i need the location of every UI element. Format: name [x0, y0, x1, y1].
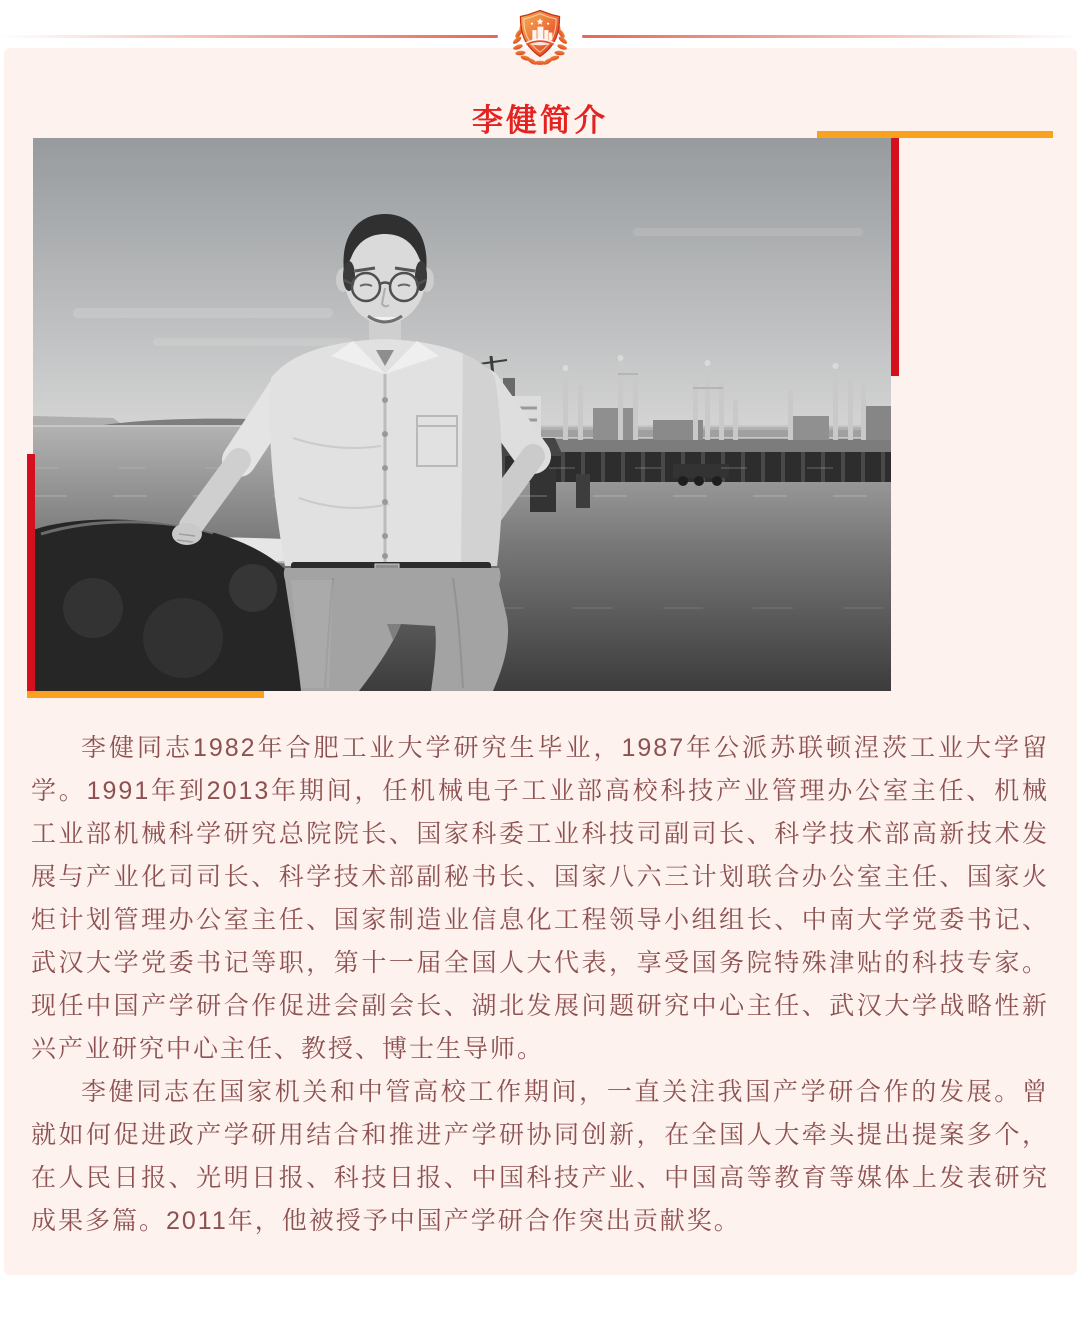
shield-laurel-badge-icon: [506, 5, 574, 67]
header-badge: [506, 5, 574, 67]
accent-bar-red-left: [27, 454, 35, 692]
biography-paragraph: 李健同志在国家机关和中管高校工作期间，一直关注我国产学研合作的发展。曾就如何促进政产学研用结合和推进产学研协同创新，在全国人大牵头提出提案多个，在人民日报、光明日报、科技日报、中国科技产业、中国高等教育等媒体上发表研究成果多篇。2011年，他被授予中国产学研合作突出贡献奖。: [31, 1078, 1049, 1235]
biography-article: [31, 727, 1049, 1243]
header-divider-left: [0, 35, 498, 38]
accent-bar-orange-top: [817, 131, 1053, 138]
portrait-photo: [33, 138, 891, 691]
page-title: 李健简介: [472, 102, 608, 138]
biography-paragraph: 李健同志1982年合肥工业大学研究生毕业，1987年公派苏联顿涅茨工业大学留学。1991年到2013年期间，任机械电子工业部高校科技产业管理办公室主任、机械工业部机械科学研究总院院长、国家科委工业科技司副司长、科学技术部高新技术发展与产业化司司长、科学技术部副秘书长、国家八六三计划联合办公室主任、国家火炬计划管理办公室主任、国家制造业信息化工程领导小组组长、中南大学党委书记、武汉大学党委书记等职，第十一届全国人大代表，享受国务院特殊津贴的科技专家。现任中国产学研合作促进会副会长、湖北发展问题研究中心主任、武汉大学战略性新兴产业研究中心主任、教授、博士生导师。: [31, 734, 1049, 1063]
accent-bar-red-right: [891, 138, 899, 376]
accent-bar-orange-bottom: [27, 691, 264, 698]
header-divider-right: [582, 35, 1080, 38]
photo-scene: [33, 138, 891, 691]
pier-vehicle: [673, 464, 729, 486]
